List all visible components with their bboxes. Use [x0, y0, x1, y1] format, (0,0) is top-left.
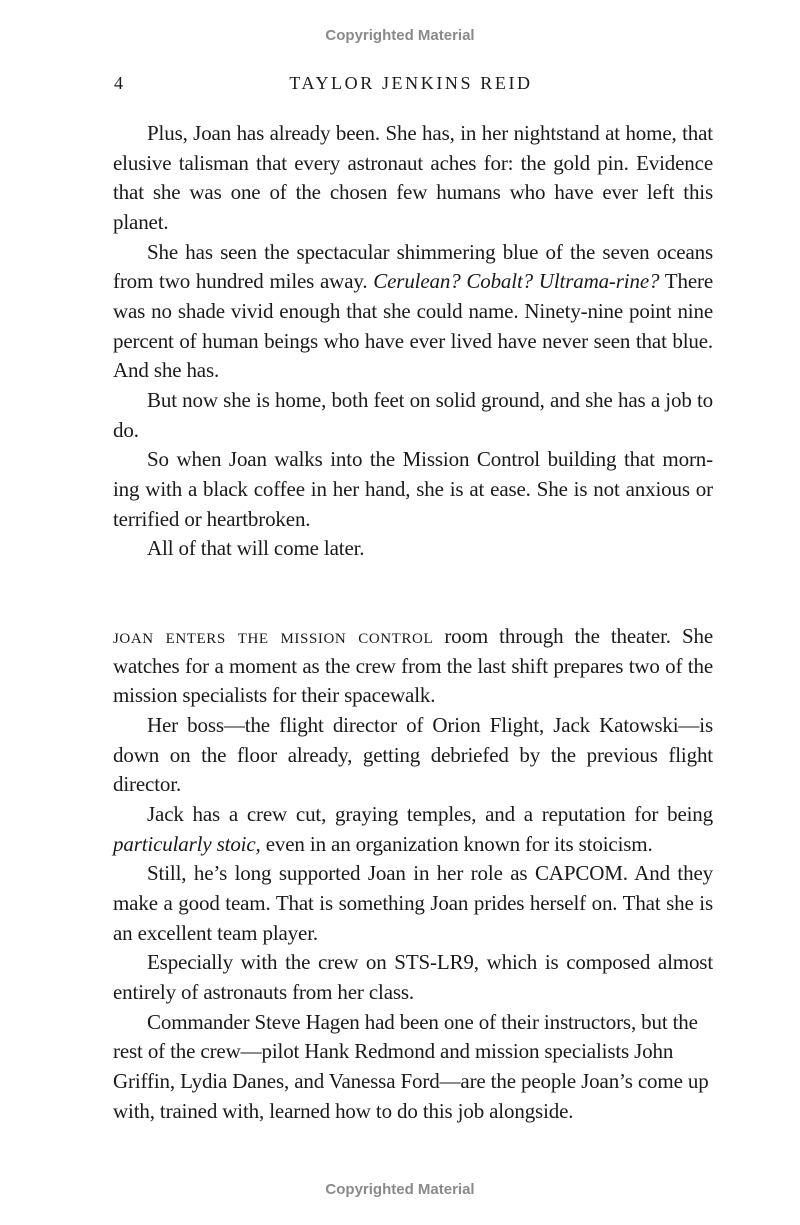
paragraph: Her boss—the flight director of Orion Flight, Jack Katowski—is down on the floor already, getting debriefed by the previous flight director.	[113, 712, 713, 797]
paragraph-section-opening: joan enters the mission control room through the theater. She watches for a moment as the crew from the last shift prepares two of the mission specialists for their spacewalk.	[113, 624, 713, 708]
paragraph: Still, he’s long supported Joan in her role as CAPCOM. And they make a good team. That is something Joan prides herself on. That she is an excellent team player.	[113, 861, 713, 945]
copyright-watermark-bottom: Copyrighted Material	[325, 1181, 475, 1198]
paragraph: But now she is home, both feet on solid ground, and she has a job to do.	[113, 387, 713, 442]
text-block-before-break	[113, 119, 713, 564]
paragraph: Plus, Joan has already been. She has, in her nightstand at home, that elusive talisman that every astronaut aches for: the gold pin. Evidence that she was one of the chosen few humans who have ever left this planet.	[113, 121, 713, 234]
paragraph: So when Joan walks into the Mission Control building that morn-ing with a black coffee in her hand, she is at ease. She is not anxious or terrified or heartbroken.	[113, 447, 713, 531]
paragraph: She has seen the spectacular shimmering blue of the seven oceans from two hundred miles away. Cerulean? Cobalt? Ultrama-rine? There was no shade vivid enough that she could name. Ninety-nine point nine percent of human beings who have ever lived have never seen that blue. And she has.	[113, 239, 713, 383]
running-head-author: TAYLOR JENKINS REID	[289, 73, 533, 93]
italic-phrase: Cerulean? Cobalt? Ultrama-rine?	[373, 269, 660, 294]
italic-phrase: particularly stoic,	[113, 831, 261, 856]
small-caps-lead-in: joan enters the mission control	[113, 624, 434, 648]
paragraph: Especially with the crew on STS-LR9, which is composed almost entirely of astronauts from her class.	[113, 950, 713, 1004]
text-block-after-break	[113, 622, 713, 1126]
paragraph: Commander Steve Hagen had been one of their instructors, but the rest of the crew—pilot Hank Redmond and mission specialists John Griffin, Lydia Danes, and Vanessa Ford—are the people Joan’s come up with, trained with, learned how to do this job alongside.	[113, 1009, 709, 1123]
paragraph: All of that will come later.	[147, 536, 365, 561]
paragraph: Jack has a crew cut, graying temples, and a reputation for being particularly stoic, even in an organization known for its stoicism.	[113, 801, 713, 856]
copyright-watermark-top: Copyrighted Material	[325, 27, 475, 44]
page-number: 4	[114, 73, 123, 93]
